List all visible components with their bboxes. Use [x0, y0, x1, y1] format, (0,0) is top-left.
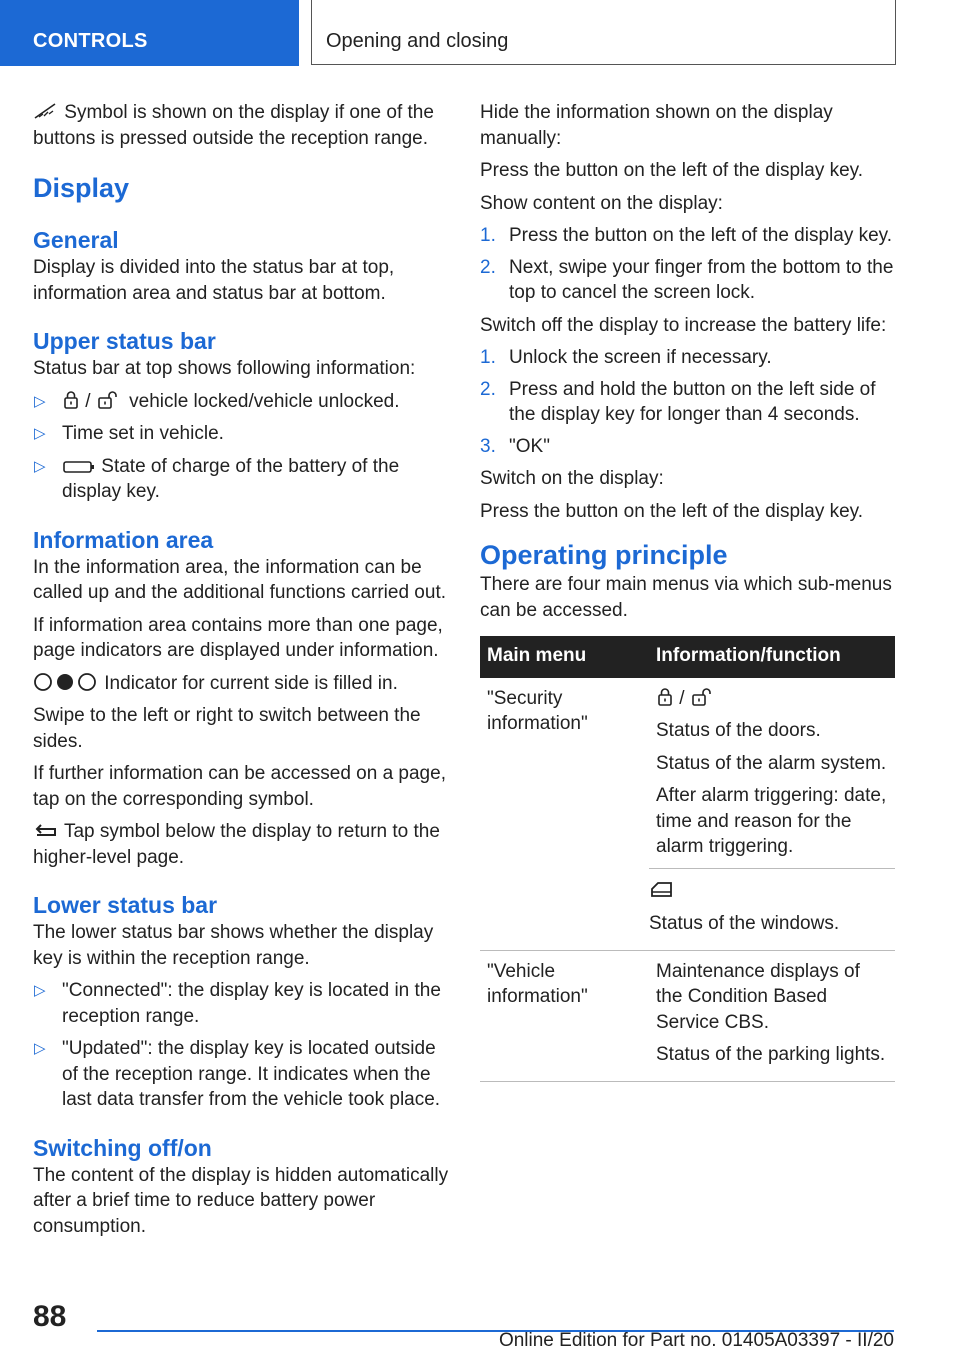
off-steps-list — [480, 345, 895, 459]
swipe-note: Swipe to the left or right to switch between the sides. — [33, 705, 421, 752]
switch-on-instruction: Press the button on the left of the display key. — [480, 500, 864, 522]
switching-heading: Switching off/on — [33, 1134, 212, 1161]
list-item: 1. Unlock the screen if necessary. — [480, 347, 772, 368]
edition-note: Online Edition for Part no. 01405A03397 - II/20 — [498, 1330, 894, 1351]
list-item: ▷ State of charge of the battery of the display key. — [34, 455, 400, 502]
operating-principle-heading: Operating principle — [480, 540, 728, 570]
table-cell: Maintenance displays of the Condition Based Service CBS. Status of the parking lights. — [649, 950, 895, 1081]
upper-status-list — [33, 389, 449, 505]
table-cell: "Security information" — [487, 687, 588, 734]
out-of-range-note: Symbol is shown on the display if one of the buttons is pressed outside the reception range. — [33, 102, 434, 149]
lock-closed-icon — [62, 390, 80, 410]
list-item: 3. "OK" — [480, 435, 550, 457]
lower-status-list — [33, 978, 449, 1113]
upper-status-intro: Status bar at top shows following information: — [33, 358, 416, 379]
list-item: ▷ "Updated": the display key is located outside of the reception range. It indicates when the last data transfer from the vehicle took place. — [34, 1038, 441, 1110]
lower-status-intro: The lower status bar shows whether the display key is within the reception range. — [33, 922, 434, 969]
hide-info-text: Hide the information shown on the display manually: — [480, 102, 833, 149]
display-heading: Display — [33, 173, 130, 203]
page-dots-icon — [33, 672, 99, 692]
triangle-bullet-icon: ▷ — [34, 457, 46, 475]
list-item: 2. Next, swipe your finger from the bottom to the top to cancel the screen lock. — [480, 256, 894, 303]
switching-text: The content of the display is hidden automatically after a brief time to reduce battery power consumption. — [33, 1164, 449, 1237]
triangle-bullet-icon: ▷ — [34, 1040, 46, 1057]
table-cell: / Status of the doors. Status of the alarm system. After alarm triggering: date, time and reason for the alarm triggering. Status of the windows. — [649, 678, 895, 951]
show-content-text: Show content on the display: — [480, 192, 723, 214]
switch-on-text: Switch on the display: — [480, 468, 664, 489]
general-heading: General — [33, 227, 119, 253]
operating-principle-text: There are four main menus via which sub-menus can be accessed. — [480, 574, 892, 621]
page-indicator-note: Indicator for current side is filled in. — [33, 671, 449, 697]
lock-closed-icon — [656, 687, 674, 707]
window-icon — [649, 880, 675, 900]
switch-off-text: Switch off the display to increase the battery life: — [480, 314, 887, 336]
info-area-text: In the information area, the information can be called up and the additional functions carried out. — [33, 556, 446, 603]
list-item: 1. Press the button on the left of the display key. — [480, 225, 893, 246]
lock-open-icon — [96, 390, 124, 410]
info-area-heading: Information area — [33, 526, 214, 553]
back-arrow-icon — [33, 822, 59, 840]
battery-icon — [62, 459, 96, 475]
triangle-bullet-icon: ▷ — [34, 982, 46, 999]
press-button-text: Press the button on the left of the display key. — [480, 160, 864, 181]
table-cell: "Vehicle information" — [480, 950, 649, 1081]
table-row — [480, 678, 895, 951]
section-tab — [0, 0, 299, 66]
general-text: Display is divided into the status bar at top, information area and status bar at bottom. — [33, 257, 395, 304]
info-area-pages: If information area contains more than one page, page indicators are displayed under information. — [33, 614, 443, 661]
triangle-bullet-icon: ▷ — [34, 392, 46, 410]
list-item: ▷ Time set in vehicle. — [33, 421, 449, 447]
table-row — [480, 950, 895, 1081]
table-header-menu: Main menu — [480, 636, 649, 678]
menu-table — [480, 636, 895, 1082]
right-column — [480, 100, 895, 1082]
back-note: Tap symbol below the display to return to the higher-level page. — [33, 821, 440, 868]
page-number: 88 — [33, 1300, 67, 1333]
no-signal-icon — [33, 101, 59, 121]
lock-open-icon — [690, 687, 718, 707]
list-item: ▷ "Connected": the display key is located in the reception range. — [34, 980, 441, 1027]
chapter-tab — [311, 0, 896, 65]
list-item: ▷ / vehicle locked/vehicle unlocked. — [33, 389, 449, 415]
list-item: 2. Press and hold the button on the left side of the display key for longer than 4 seconds. — [480, 378, 876, 425]
section-label: CONTROLS — [33, 30, 148, 52]
show-steps-list — [480, 223, 895, 306]
further-info-note: If further information can be accessed on a page, tap on the corresponding symbol. — [33, 763, 446, 810]
upper-status-heading: Upper status bar — [33, 328, 216, 354]
chapter-label: Opening and closing — [326, 30, 509, 52]
left-column — [33, 100, 449, 1246]
table-header-function: Information/function — [649, 636, 895, 678]
triangle-bullet-icon: ▷ — [34, 425, 46, 442]
lower-status-heading: Lower status bar — [33, 892, 218, 918]
